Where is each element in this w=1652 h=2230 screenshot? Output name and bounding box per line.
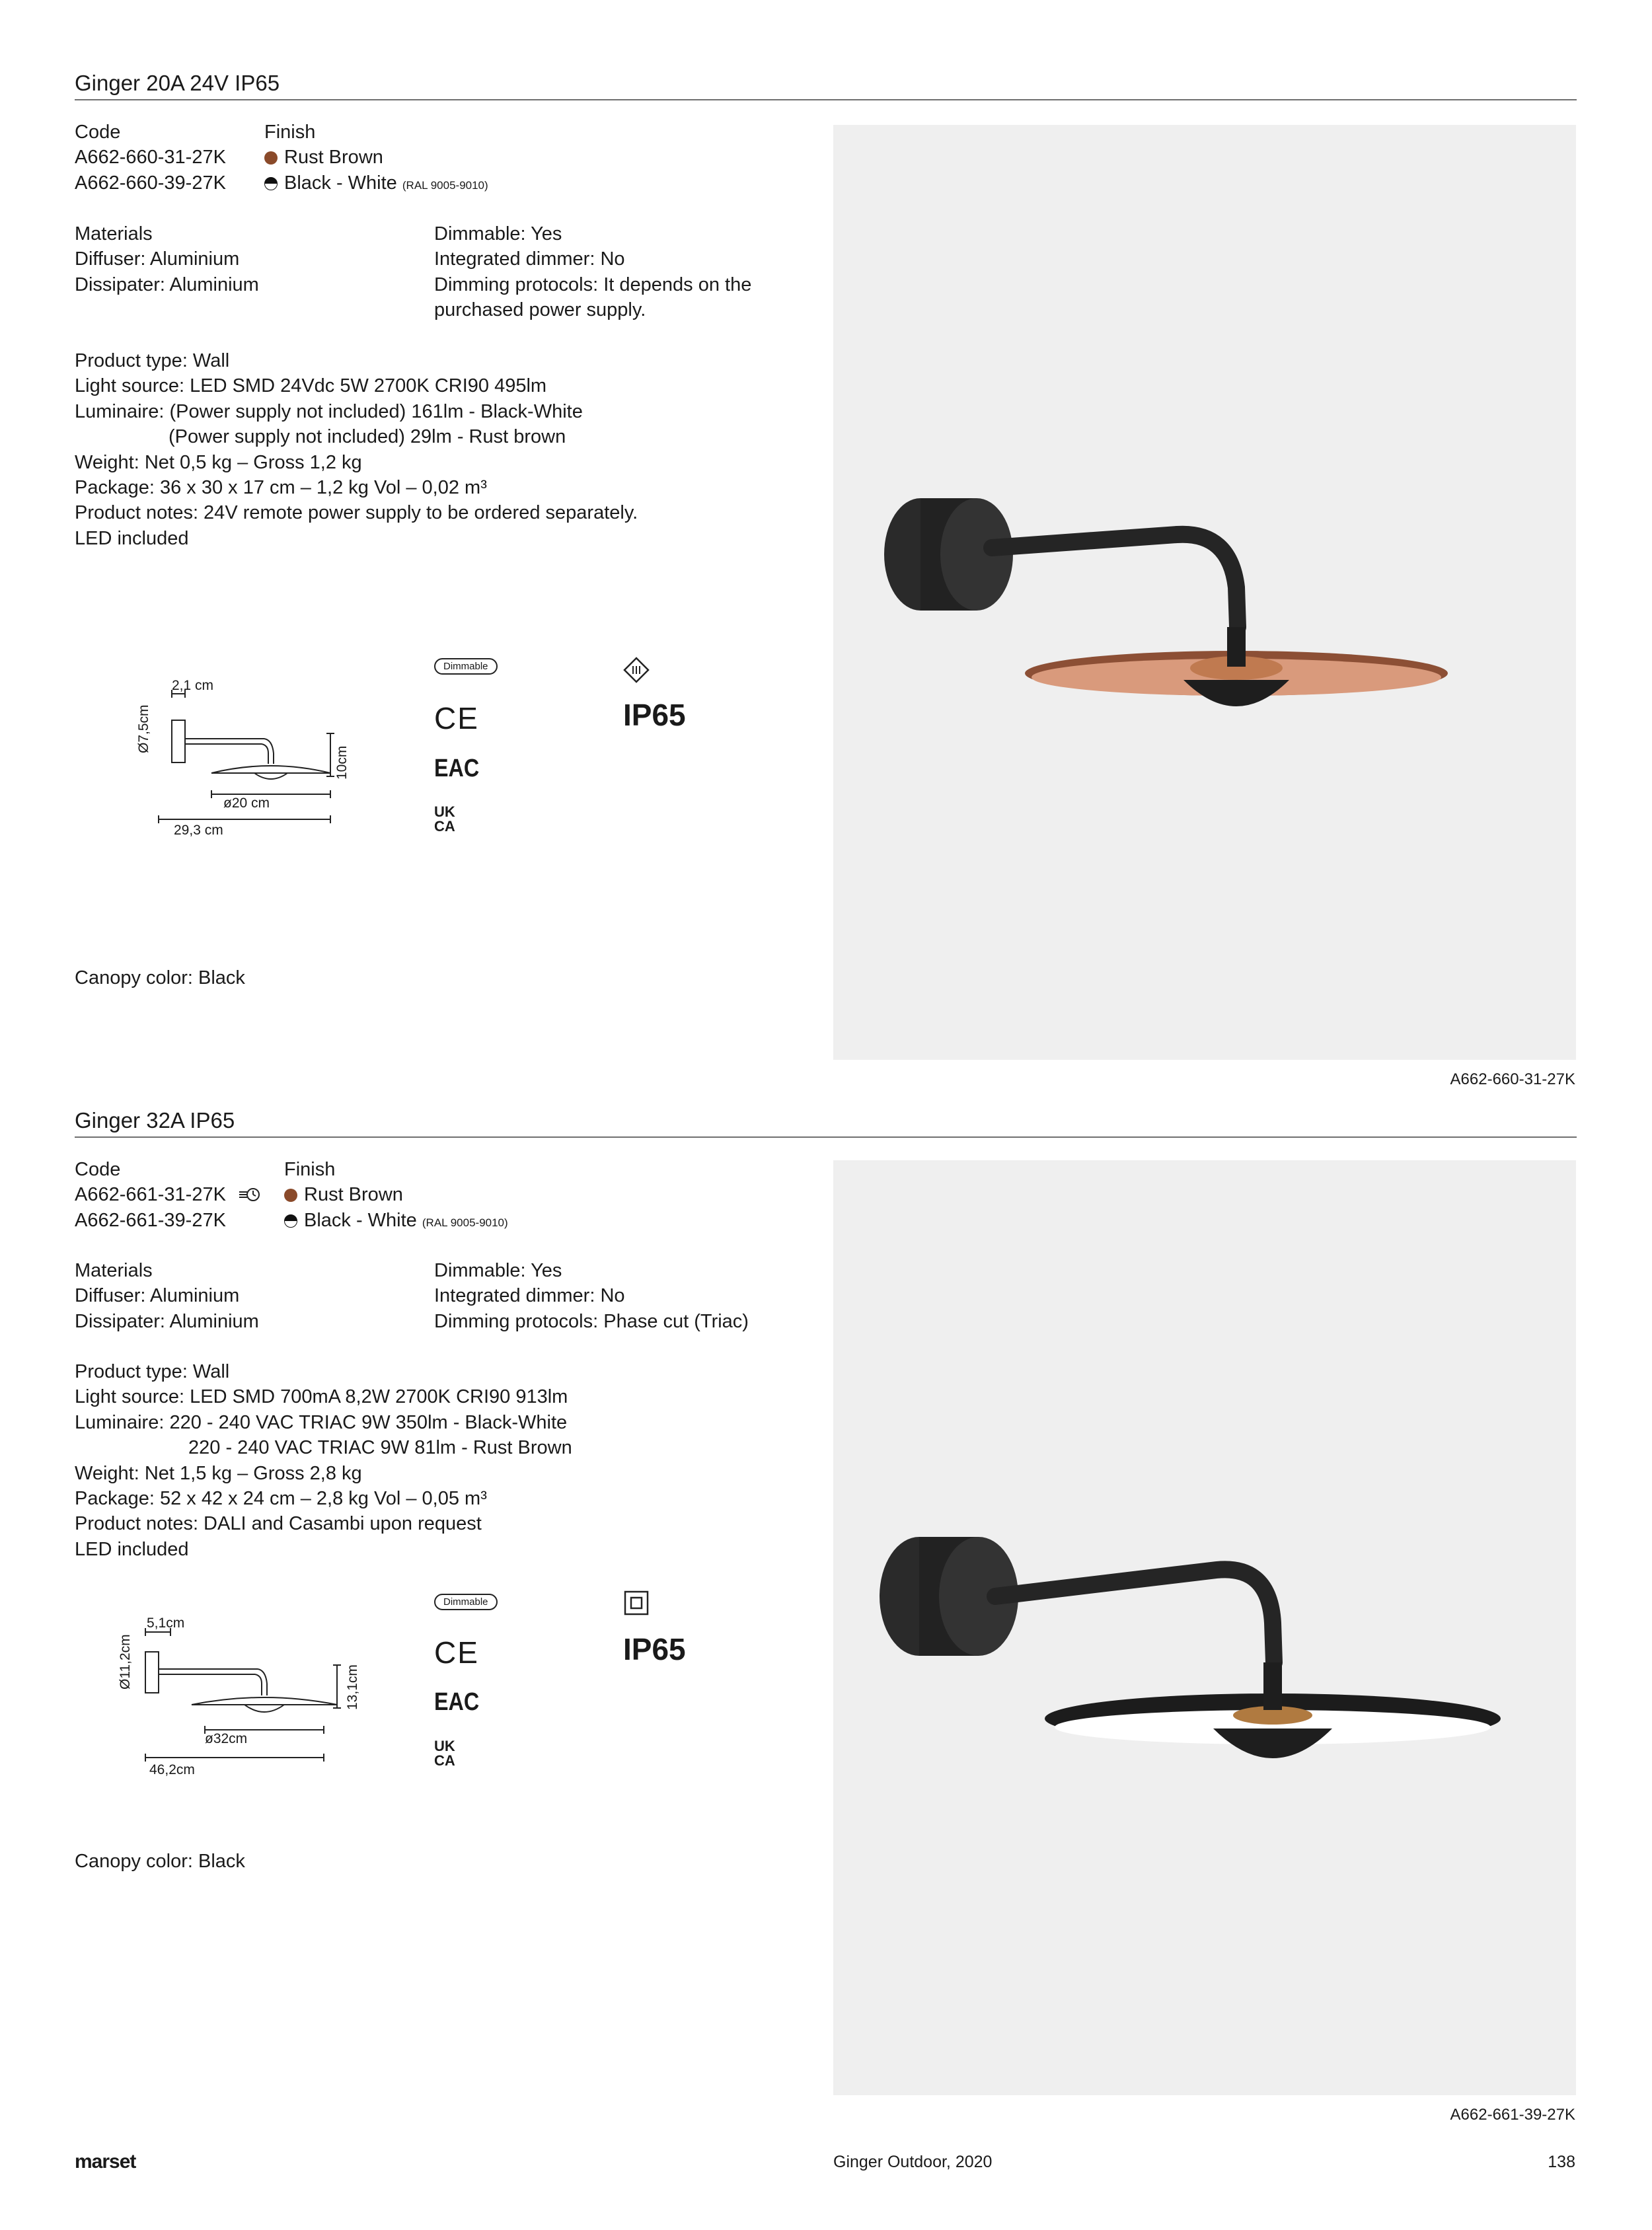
spec-line: Luminaire: (Power supply not included) 161lm - Black-White	[75, 400, 583, 422]
ip-rating: IP65	[623, 1632, 686, 1666]
eac-mark-icon: EAC	[434, 755, 480, 782]
ce-mark-icon: CE	[434, 1635, 479, 1670]
dimension-canopy: Ø11,2cm	[118, 1634, 133, 1690]
black-white-swatch-icon	[264, 177, 278, 190]
specs-block	[75, 1359, 572, 1562]
dimension-length: 46,2cm	[149, 1762, 195, 1777]
spec-line: Package: 52 x 42 x 24 cm – 2,8 kg Vol – 0,05 m³	[75, 1488, 487, 1510]
spec-line: Package: 36 x 30 x 17 cm – 1,2 kg Vol – 0,02 m³	[75, 477, 487, 499]
spec-line: LED included	[75, 1538, 189, 1560]
spec-line: Weight: Net 1,5 kg – Gross 2,8 kg	[75, 1462, 362, 1484]
black-white-swatch-icon	[284, 1214, 297, 1228]
brand-logo: marset	[75, 2151, 136, 2173]
ral-note: (RAL 9005-9010)	[422, 1216, 508, 1229]
spec-line: Weight: Net 0,5 kg – Gross 1,2 kg	[75, 451, 362, 473]
title-rule	[75, 1136, 1577, 1138]
ce-mark-icon: CE	[434, 701, 479, 735]
dimension-diffuser: ø20 cm	[223, 796, 270, 811]
materials-line: Diffuser: Aluminium	[75, 1285, 240, 1307]
dimming-line: Dimmable: Yes	[434, 1260, 562, 1281]
ip-rating: IP65	[623, 698, 686, 732]
dimming-block	[434, 1258, 749, 1334]
materials-line: Diffuser: Aluminium	[75, 248, 240, 270]
ukca-mark-icon: UK CA	[434, 1738, 455, 1769]
product-photo	[833, 125, 1576, 1060]
product-code: A662-661-31-27K	[75, 1182, 260, 1207]
finish-item: Rust Brown	[284, 1182, 508, 1207]
finish-header: Finish	[284, 1159, 336, 1180]
spec-line: Light source: LED SMD 24Vdc 5W 2700K CRI90 495lm	[75, 375, 547, 397]
code-column	[75, 1157, 260, 1233]
dimension-height: 10cm	[334, 745, 350, 780]
code-column	[75, 120, 226, 196]
materials-header: Materials	[75, 1260, 153, 1281]
finish-header: Finish	[264, 122, 316, 143]
ral-note: (RAL 9005-9010)	[402, 178, 488, 192]
dimming-line: purchased power supply.	[434, 299, 646, 321]
specs-block	[75, 348, 638, 551]
product-code: A662-661-39-27K	[75, 1209, 226, 1231]
photo-caption: A662-661-39-27K	[1450, 2106, 1575, 2124]
code-header: Code	[75, 122, 121, 143]
dimmable-badge: Dimmable	[434, 1594, 498, 1610]
dimming-line: Dimmable: Yes	[434, 223, 562, 244]
rust-brown-swatch-icon	[284, 1189, 297, 1202]
title-rule	[75, 99, 1577, 100]
materials-block	[75, 1258, 259, 1334]
wall-lamp-image	[833, 125, 1576, 1060]
collection-name: Ginger Outdoor, 2020	[833, 2153, 993, 2171]
finish-item: Black - White (RAL 9005-9010)	[284, 1208, 508, 1236]
spec-line: Product type: Wall	[75, 1361, 230, 1382]
materials-block	[75, 221, 259, 297]
class-II-icon	[623, 1590, 650, 1616]
product-code: A662-660-39-27K	[75, 172, 226, 194]
section-title: Ginger 20A 24V IP65	[75, 71, 280, 95]
spec-line: Luminaire: 220 - 240 VAC TRIAC 9W 350lm - Black-White	[75, 1411, 568, 1433]
spec-line: Light source: LED SMD 700mA 8,2W 2700K CRI90 913lm	[75, 1386, 568, 1408]
remote-control-icon	[238, 1187, 260, 1203]
materials-line: Dissipater: Aluminium	[75, 274, 259, 295]
finish-item: Rust Brown	[264, 145, 488, 170]
code-header: Code	[75, 1159, 121, 1180]
spec-line: Product notes: DALI and Casambi upon request	[75, 1513, 482, 1535]
materials-line: Dissipater: Aluminium	[75, 1310, 259, 1332]
product-photo	[833, 1160, 1576, 2095]
finish-column	[264, 120, 488, 198]
rust-brown-swatch-icon	[264, 151, 278, 165]
section-title: Ginger 32A IP65	[75, 1108, 235, 1133]
ukca-mark-icon: UK CA	[434, 803, 455, 835]
dimming-line: Dimming protocols: It depends on the	[434, 274, 752, 295]
dimming-line: Integrated dimmer: No	[434, 248, 625, 270]
eac-mark-icon: EAC	[434, 1688, 480, 1716]
spec-line: LED included	[75, 527, 189, 549]
dimension-length: 29,3 cm	[174, 823, 223, 838]
spec-line: Product type: Wall	[75, 350, 230, 371]
page-number: 138	[1548, 2153, 1575, 2171]
spec-line: Product notes: 24V remote power supply to be ordered separately.	[75, 502, 638, 524]
photo-caption: A662-660-31-27K	[1450, 1070, 1575, 1088]
finish-column	[284, 1157, 508, 1236]
product-code: A662-660-31-27K	[75, 147, 226, 168]
dimming-line: Dimming protocols: Phase cut (Triac)	[434, 1310, 749, 1332]
dimension-top: 5,1cm	[147, 1616, 185, 1631]
canopy-color: Canopy color: Black	[75, 1851, 245, 1872]
dimming-line: Integrated dimmer: No	[434, 1285, 625, 1307]
wall-lamp-image	[833, 1160, 1576, 2095]
dimmable-badge: Dimmable	[434, 658, 498, 675]
class-III-icon	[623, 657, 650, 683]
dimming-block	[434, 221, 751, 323]
spec-line: 220 - 240 VAC TRIAC 9W 81lm - Rust Brown	[188, 1437, 572, 1459]
dimension-diffuser: ø32cm	[205, 1731, 248, 1746]
dimension-height: 13,1cm	[345, 1664, 360, 1710]
materials-header: Materials	[75, 223, 153, 244]
dimension-top: 2,1 cm	[172, 678, 214, 693]
finish-item: Black - White (RAL 9005-9010)	[264, 170, 488, 198]
spec-line: (Power supply not included) 29lm - Rust brown	[169, 426, 566, 448]
dimension-canopy: Ø7,5cm	[136, 704, 151, 753]
canopy-color: Canopy color: Black	[75, 967, 245, 988]
